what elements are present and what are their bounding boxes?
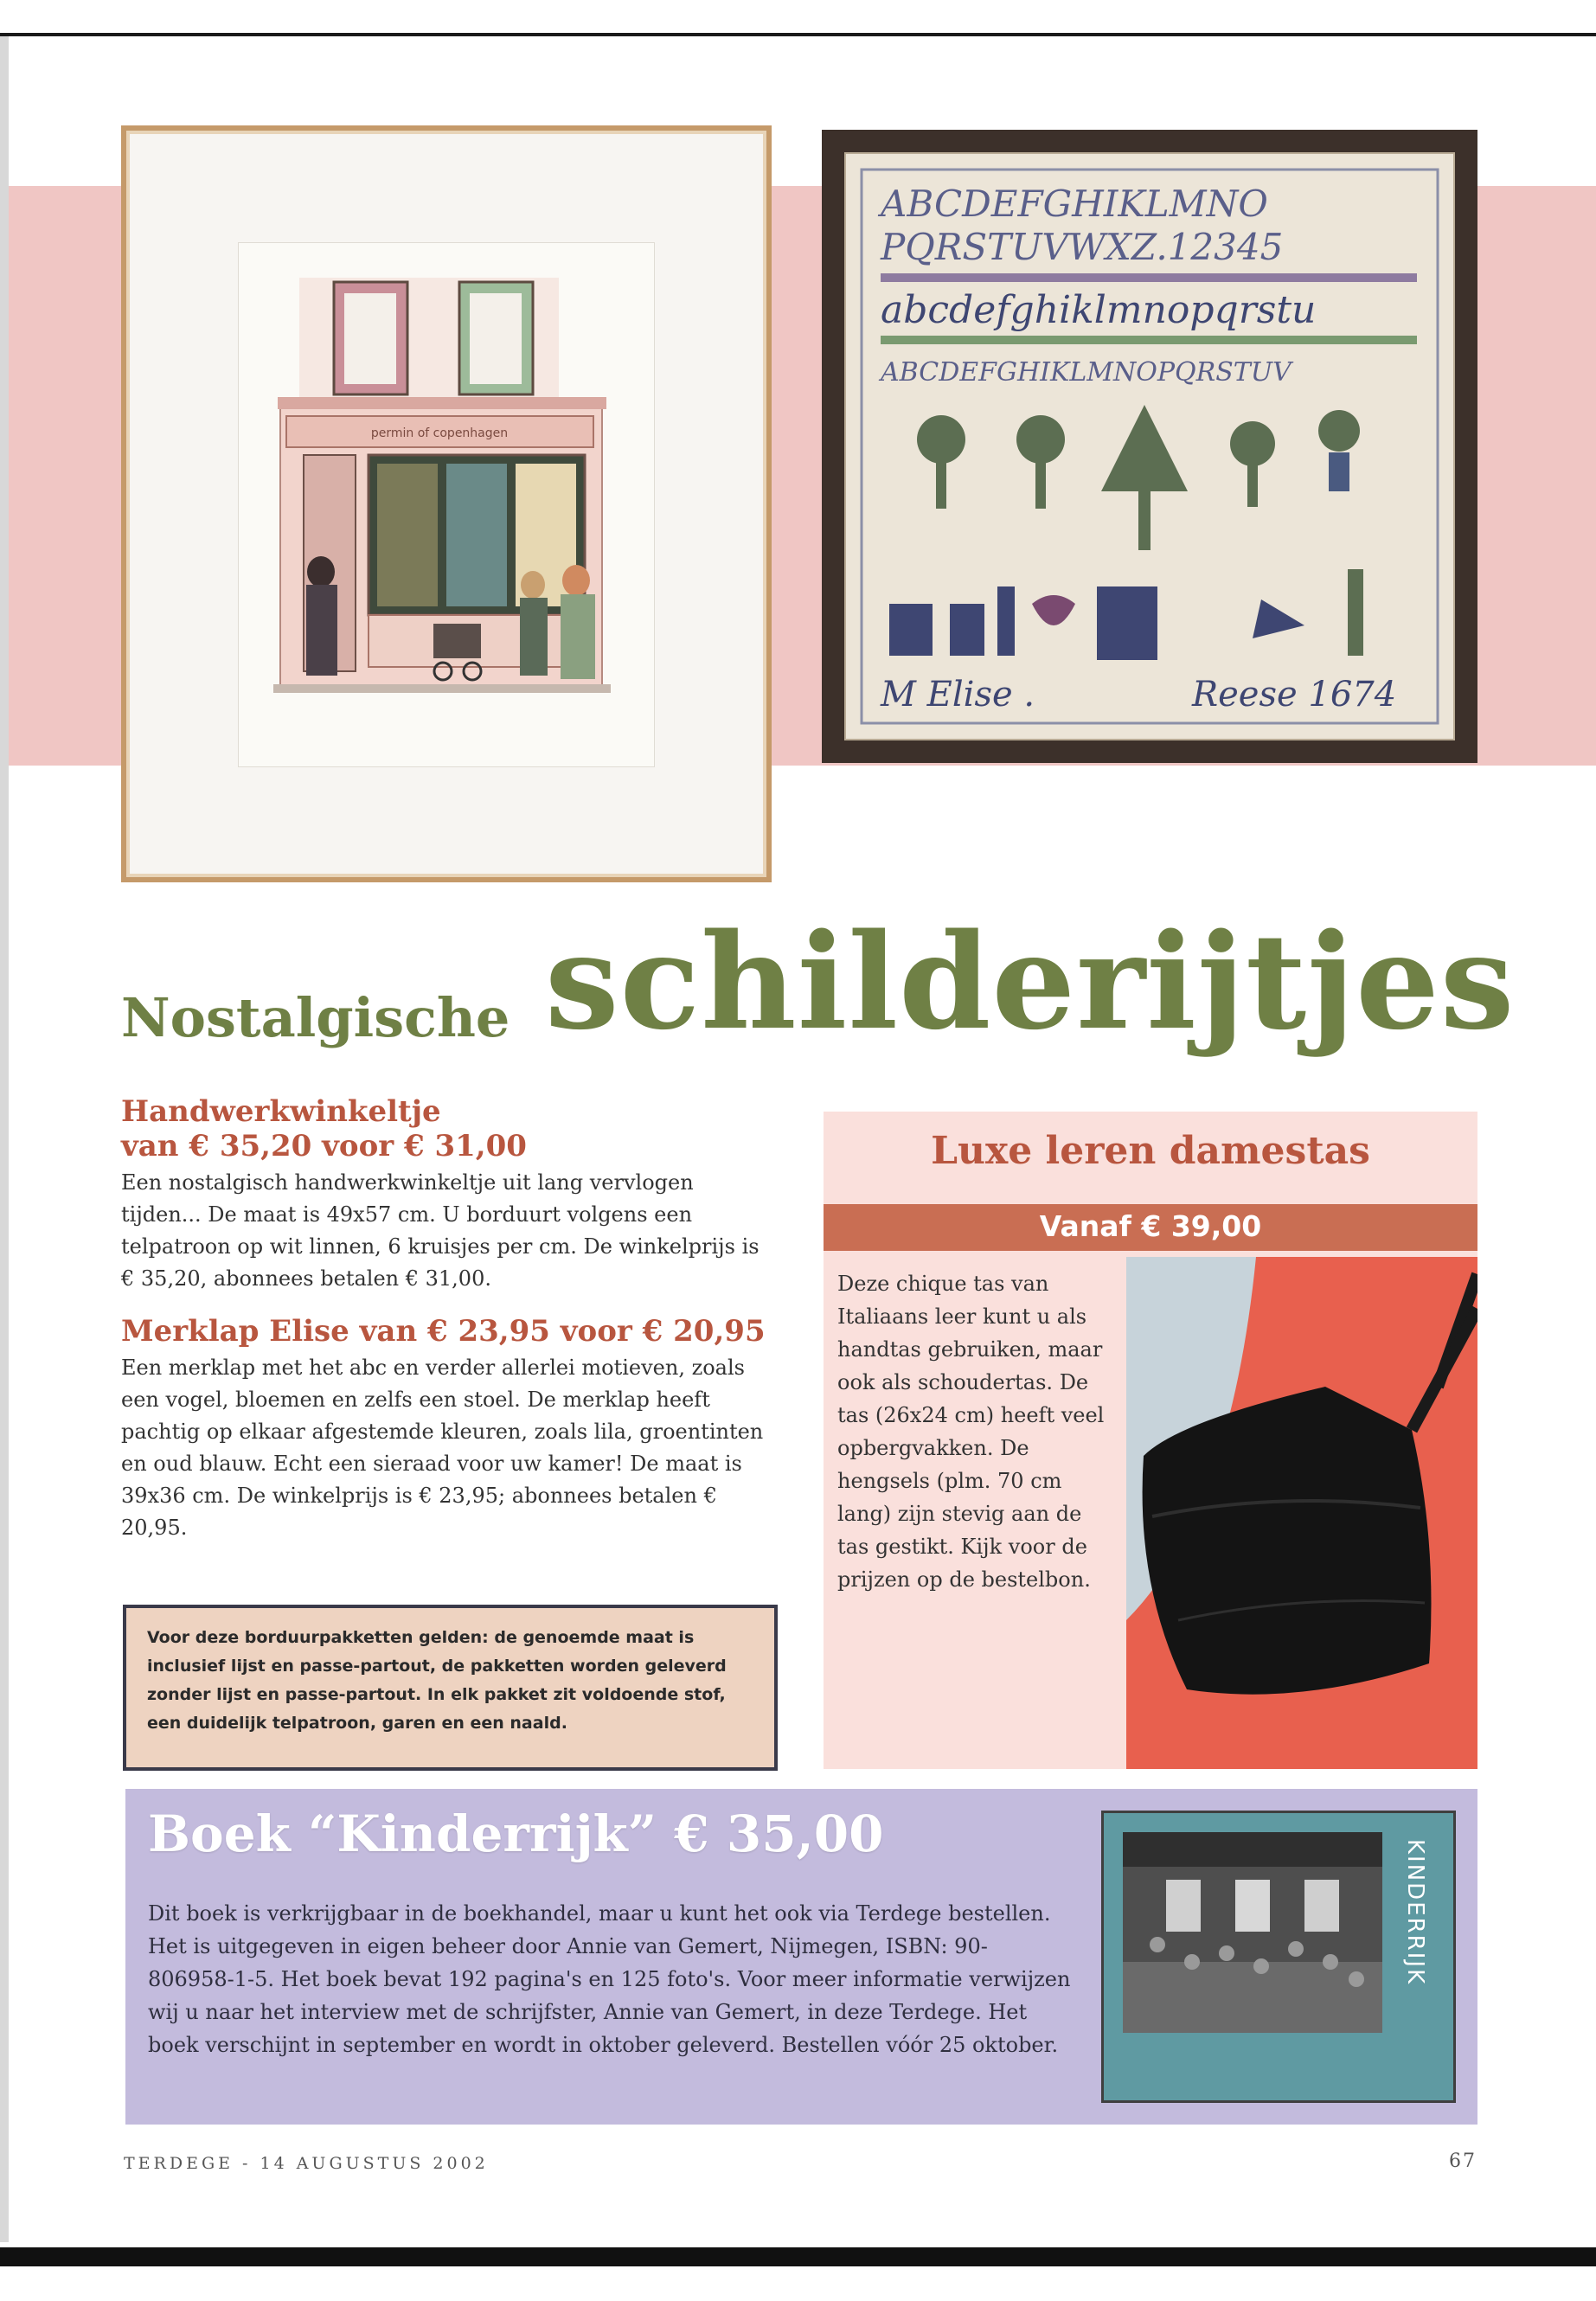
bag-photo xyxy=(1126,1257,1477,1769)
sampler-illustration xyxy=(846,154,1453,739)
sampler-row-2: PQRSTUVWXZ.12345 xyxy=(881,226,1284,268)
book-title: Boek “Kinderrijk” € 35,00 xyxy=(148,1804,884,1863)
headline-small: Nostalgische xyxy=(121,986,510,1049)
framed-shop-embroidery xyxy=(121,125,772,882)
sampler-signature-left: M Elise . xyxy=(881,675,1035,715)
classroom-photo-illustration xyxy=(1123,1832,1382,2033)
bottom-border-bar xyxy=(0,2247,1596,2266)
sampler-row-4: ABCDEFGHIKLMNOPQRSTUV xyxy=(881,357,1292,388)
sampler-row-3: abcdefghiklmnopqrstu xyxy=(881,288,1317,332)
sampler-linen xyxy=(844,152,1455,740)
sampler-signature-right: Reese 1674 xyxy=(1192,675,1397,715)
leather-bag-illustration xyxy=(1126,1257,1477,1769)
headline-big: schilderijtjes xyxy=(545,904,1516,1059)
bag-title: Luxe leren damestas xyxy=(931,1129,1370,1173)
item2-heading: Merklap Elise van € 23,95 voor € 20,95 xyxy=(121,1314,766,1349)
passe-partout xyxy=(239,243,654,766)
page-number: 67 xyxy=(1449,2150,1477,2172)
bag-price: Vanaf € 39,00 xyxy=(1039,1209,1262,1243)
book-cover xyxy=(1101,1811,1456,2103)
book-offer-box xyxy=(125,1789,1477,2125)
page-headline xyxy=(121,904,1516,1068)
shop-embroidery-illustration xyxy=(239,243,654,766)
book-cover-title xyxy=(1389,1839,1441,1991)
sampler-row-1: ABCDEFGHIKLMNO xyxy=(881,183,1268,225)
item2-body: Een merklap met het abc en verder allerlei motieven, zoals een vogel, bloemen en zelfs een stoel. De merklap heeft pachtig op elkaar afgestemde kleuren, zoals lila, groentinten en oud blauw. Echt een sieraad voor uw kamer! De maat is 39x36 cm. De winkelprijs is € 23,95; abonnees betalen € 20,95. xyxy=(121,1356,764,1540)
book-cover-title-text: KINDERRIJK xyxy=(1402,1839,1428,1986)
bag-offer-box xyxy=(824,1112,1477,1769)
shop-sign-text: permin of copenhagen xyxy=(370,426,509,440)
bag-description: Deze chique tas van Italiaans leer kunt u als handtas gebruiken, maar ook als schoudertas. De tas (26x24 cm) heeft veel opbergvakken. De hengsels (plm. 70 cm lang) zijn stevig aan de tas gestikt. Kijk voor de prijzen op de bestelbon. xyxy=(837,1272,1105,1592)
item1-heading-line2: van € 35,20 voor € 31,00 xyxy=(121,1129,527,1163)
embroidery-offers xyxy=(121,1094,779,1544)
item1-body: Een nostalgisch handwerkwinkeltje uit lang vervlogen tijden... De maat is 49x57 cm. U borduurt volgens een telpatroon op wit linnen, 6 kruisjes per cm. De winkelprijs is € 35,20, abonnees betalen € 31,00. xyxy=(121,1170,760,1291)
framed-sampler xyxy=(822,130,1477,763)
item1-heading-line1: Handwerkwinkeltje xyxy=(121,1094,441,1129)
book-cover-photo xyxy=(1123,1832,1382,2033)
notice-box: Voor deze borduurpakketten gelden: de genoemde maat is inclusief lijst en passe-partout, de pakketten worden geleverd zonder lijst en passe-partout. In elk pakket zit voldoende stof, een duidelijk telpatroon, garen en een naald. xyxy=(123,1605,778,1771)
scan-edge xyxy=(0,36,9,2242)
book-description: Dit boek is verkrijgbaar in de boekhandel, maar u kunt het ook via Terdege bestellen. Het is uitgegeven in eigen beheer door Annie van Gemert, Nijmegen, ISBN: 90-806958-1-5. Het boek bevat 192 pagina's en 125 foto's. Voor meer informatie verwijzen wij u naar het interview met de schrijfster, Annie van Gemert, in deze Terdege. Het boek verschijnt in september en wordt in oktober geleverd. Bestellen vóór 25 oktober. xyxy=(148,1901,1071,2057)
top-border-line xyxy=(0,33,1596,36)
bag-price-bar xyxy=(824,1204,1477,1251)
footer-publication: TERDEGE - 14 AUGUSTUS 2002 xyxy=(124,2154,489,2173)
